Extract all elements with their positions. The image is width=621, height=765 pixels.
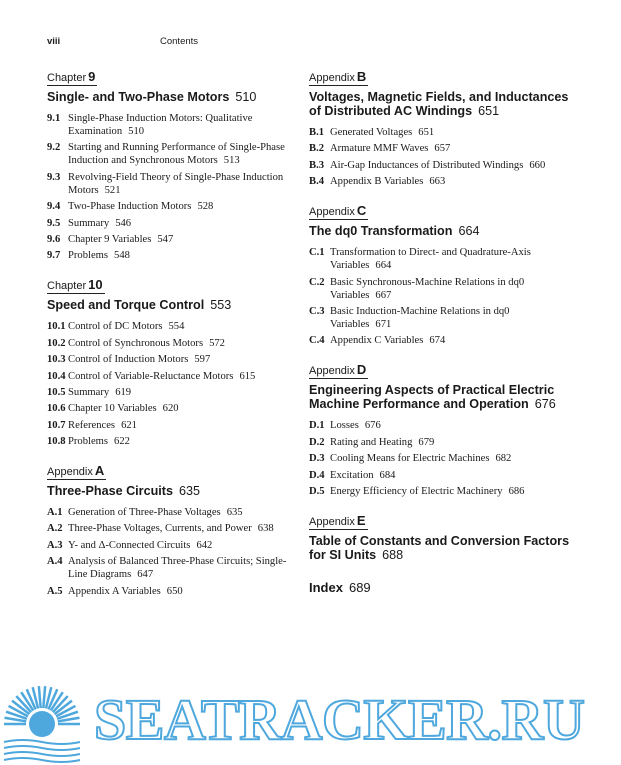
section-page: 513 <box>223 155 240 167</box>
section-page: 682 <box>495 453 512 465</box>
section-page: 676 <box>364 420 381 432</box>
section-page: 622 <box>114 436 130 448</box>
section-number: 10.3 <box>47 354 66 366</box>
section-page: 521 <box>104 184 121 196</box>
toc-chapter <box>309 68 571 188</box>
section-page: 671 <box>375 318 392 330</box>
toc-section-entry[interactable] <box>309 159 571 172</box>
toc-section-entry[interactable] <box>47 585 292 598</box>
section-number: 9.6 <box>47 233 61 245</box>
chapter-label-word: Appendix <box>309 206 355 219</box>
toc-section-entry[interactable] <box>47 555 292 581</box>
chapter-label <box>47 464 106 480</box>
chapter-title[interactable] <box>309 383 571 411</box>
toc-section-entry[interactable] <box>309 246 571 272</box>
toc-chapter <box>309 512 571 562</box>
toc-section-entry[interactable] <box>309 334 571 347</box>
chapter-label-word: Appendix <box>47 466 93 479</box>
section-page: 548 <box>114 250 130 262</box>
section-page: 619 <box>115 386 132 398</box>
section-number: 9.3 <box>47 171 61 183</box>
section-page: 597 <box>194 354 211 366</box>
section-page: 642 <box>196 539 213 551</box>
chapter-label <box>47 278 105 294</box>
chapter-page: 651 <box>478 104 500 118</box>
toc-chapter <box>47 276 292 448</box>
section-page: 572 <box>209 337 225 349</box>
section-title: Two-Phase Induction Motors <box>68 201 192 213</box>
toc-section-entry[interactable] <box>309 175 571 188</box>
section-title: Excitation <box>330 469 374 481</box>
section-title: Chapter 9 Variables <box>68 233 152 245</box>
section-page: 686 <box>508 485 525 497</box>
section-number: A.4 <box>47 556 63 568</box>
toc-section-entry[interactable] <box>309 485 571 498</box>
section-number: C.2 <box>309 276 325 288</box>
chapter-number: D <box>356 362 367 378</box>
section-number: A.2 <box>47 523 63 535</box>
chapter-title-text: The dq0 Transformation <box>309 224 453 239</box>
toc-section-entry[interactable] <box>47 402 292 415</box>
section-title: Problems <box>68 250 109 262</box>
sun-icon <box>4 686 80 762</box>
section-number: A.1 <box>47 507 63 519</box>
toc-section-entry[interactable] <box>47 506 292 519</box>
section-title: Armature MMF Waves <box>330 143 429 155</box>
toc-section-entry[interactable] <box>47 249 292 262</box>
section-title: Revolving-Field Theory of Single-Phase Induction Motors <box>68 171 284 196</box>
chapter-label-word: Appendix <box>309 72 355 84</box>
toc-chapter <box>47 462 292 598</box>
toc-section-entry[interactable] <box>47 435 292 448</box>
toc-section-entry[interactable] <box>47 353 292 366</box>
chapter-title-text: Voltages, Magnetic Fields, and Inductances of Distributed AC Windings <box>309 90 569 118</box>
section-page: 657 <box>434 143 451 155</box>
section-number: B.1 <box>309 127 325 138</box>
section-number: 10.1 <box>47 321 66 333</box>
section-title: Rating and Heating <box>330 436 413 448</box>
section-page: 650 <box>166 585 183 597</box>
toc-section-entry[interactable] <box>47 370 292 383</box>
section-title: Y- and Δ-Connected Circuits <box>68 539 191 551</box>
chapter-label <box>47 70 97 86</box>
section-title: Three-Phase Voltages, Currents, and Power <box>68 523 252 535</box>
chapter-label <box>309 204 368 220</box>
chapter-title-text: Table of Constants and Conversion Factors for SI Units <box>309 533 570 562</box>
section-page: 546 <box>115 217 132 229</box>
chapter-number: 9 <box>88 69 96 84</box>
section-number: 10.2 <box>47 337 66 349</box>
chapter-page: 510 <box>235 90 257 104</box>
toc-section-entry[interactable] <box>47 141 292 167</box>
chapter-title[interactable] <box>47 90 292 104</box>
section-title: Generated Voltages <box>330 127 413 138</box>
toc-section-entry[interactable] <box>309 126 571 139</box>
toc-section-entry[interactable] <box>47 200 292 213</box>
section-number: B.2 <box>309 143 325 155</box>
section-page: 528 <box>197 201 214 213</box>
toc-section-entry[interactable] <box>47 539 292 552</box>
section-page: 674 <box>429 335 446 347</box>
section-title: Transformation to Direct- and Quadrature-Axis Variables <box>330 247 531 272</box>
toc-chapter <box>309 202 571 347</box>
section-page: 663 <box>429 176 446 188</box>
section-number: C.1 <box>309 247 325 259</box>
toc-section-entry[interactable] <box>47 171 292 197</box>
section-page: 620 <box>162 403 179 415</box>
section-title: Generation of Three-Phase Voltages <box>68 507 221 519</box>
section-number: A.3 <box>47 539 63 551</box>
chapter-label-word: Appendix <box>309 365 355 378</box>
chapter-number: A <box>94 463 105 479</box>
section-title: Analysis of Balanced Three-Phase Circuits; Single-Line Diagrams <box>68 556 287 581</box>
chapter-label-word: Appendix <box>309 515 355 528</box>
section-number: 10.6 <box>47 403 66 415</box>
section-title: Summary <box>68 217 110 229</box>
index-page: 689 <box>348 579 371 595</box>
section-page: 660 <box>529 159 546 171</box>
chapter-title[interactable] <box>309 534 571 562</box>
section-number: 9.7 <box>47 250 61 262</box>
section-page: 615 <box>239 370 256 382</box>
section-page: 638 <box>257 523 274 535</box>
index-title: Index <box>309 579 343 595</box>
section-title: Problems <box>68 436 109 448</box>
section-title: Basic Induction-Machine Relations in dq0 Variables <box>330 305 510 330</box>
section-title: Summary <box>68 386 110 398</box>
section-number: B.4 <box>309 176 325 188</box>
section-page: 651 <box>418 127 435 138</box>
section-title: Basic Synchronous-Machine Relations in dq0 Variables <box>330 276 525 301</box>
section-number: D.1 <box>309 420 325 432</box>
section-title: Cooling Means for Electric Machines <box>330 453 490 465</box>
toc-left-column <box>47 68 292 612</box>
chapter-number: 10 <box>88 277 103 293</box>
chapter-page: 635 <box>178 484 200 499</box>
chapter-label <box>309 363 368 379</box>
section-number: 9.4 <box>47 201 61 213</box>
section-title: Appendix B Variables <box>330 176 424 188</box>
toc-section-entry[interactable] <box>309 469 571 482</box>
section-number: B.3 <box>309 159 325 171</box>
section-number: 10.7 <box>47 419 66 431</box>
chapter-label-word: Chapter <box>47 72 87 84</box>
chapter-title[interactable] <box>47 484 292 498</box>
chapter-title-text: Three-Phase Circuits <box>47 484 173 499</box>
chapter-title[interactable] <box>309 90 571 118</box>
section-number: D.2 <box>309 436 325 448</box>
chapter-title-text: Single- and Two-Phase Motors <box>47 90 230 104</box>
toc-section-entry[interactable] <box>309 276 571 302</box>
toc-section-entry[interactable] <box>309 436 571 449</box>
toc-section-entry[interactable] <box>47 112 292 138</box>
section-title: References <box>68 419 116 431</box>
toc-section-entry[interactable] <box>309 305 571 331</box>
toc-chapter <box>47 68 292 262</box>
section-page: 664 <box>375 260 392 272</box>
section-title: Losses <box>330 420 359 432</box>
section-number: D.3 <box>309 453 325 465</box>
section-number: D.4 <box>309 469 325 481</box>
chapter-title-text: Speed and Torque Control <box>47 298 205 313</box>
section-page: 647 <box>137 569 154 581</box>
section-title: Appendix A Variables <box>68 585 161 597</box>
section-number: 10.5 <box>47 386 66 398</box>
section-page: 621 <box>121 419 137 431</box>
toc-section-entry[interactable] <box>47 419 292 432</box>
section-page: 635 <box>226 507 243 519</box>
chapter-label-word: Chapter <box>47 280 87 293</box>
section-number: 10.4 <box>47 370 66 382</box>
section-title: Air-Gap Inductances of Distributed Windings <box>330 159 524 171</box>
section-page: 667 <box>375 289 392 301</box>
section-number: 10.8 <box>47 436 66 448</box>
chapter-label <box>309 514 368 530</box>
running-title: Contents <box>160 36 199 47</box>
watermark-text: SEATRACKER.RU <box>94 687 585 752</box>
chapter-title[interactable] <box>309 224 571 238</box>
toc-section-entry[interactable] <box>309 452 571 465</box>
section-number: 9.5 <box>47 217 61 229</box>
chapter-label <box>309 70 368 86</box>
section-number: C.4 <box>309 335 325 347</box>
chapter-page: 664 <box>458 224 480 239</box>
toc-section-entry[interactable] <box>47 337 292 350</box>
chapter-title-text: Engineering Aspects of Practical Electric Machine Performance and Operation <box>309 383 555 412</box>
section-page: 684 <box>379 469 396 481</box>
index-entry[interactable] <box>309 580 571 595</box>
chapter-number: C <box>356 203 367 219</box>
chapter-page: 676 <box>534 397 556 412</box>
section-number: 9.2 <box>47 142 61 154</box>
section-number: D.5 <box>309 485 325 497</box>
section-title: Control of Induction Motors <box>68 354 189 366</box>
toc-section-entry[interactable] <box>47 320 292 333</box>
section-page: 554 <box>168 321 185 333</box>
chapter-number: B <box>356 69 367 84</box>
section-number: 9.1 <box>47 113 61 124</box>
section-title: Control of DC Motors <box>68 321 163 333</box>
toc-section-entry[interactable] <box>47 217 292 230</box>
section-title: Single-Phase Induction Motors: Qualitative Examination <box>68 113 253 137</box>
toc-chapter <box>309 361 571 498</box>
section-page: 547 <box>157 233 174 245</box>
page-number: viii <box>47 36 61 47</box>
toc-section-entry[interactable] <box>47 386 292 399</box>
section-title: Starting and Running Performance of Single-Phase Induction and Synchronous Motors <box>68 142 285 167</box>
toc-section-entry[interactable] <box>309 419 571 432</box>
section-page: 679 <box>418 436 435 448</box>
section-number: A.5 <box>47 585 63 597</box>
section-title: Appendix C Variables <box>330 335 424 347</box>
chapter-number: E <box>356 512 366 528</box>
section-title: Chapter 10 Variables <box>68 403 157 415</box>
section-title: Energy Efficiency of Electric Machinery <box>330 485 503 497</box>
section-title: Control of Variable-Reluctance Motors <box>68 370 234 382</box>
section-title: Control of Synchronous Motors <box>68 337 204 349</box>
toc-right-column <box>309 68 571 595</box>
section-page: 510 <box>128 126 145 137</box>
toc-section-entry[interactable] <box>47 522 292 535</box>
toc-section-entry[interactable] <box>47 233 292 246</box>
section-number: C.3 <box>309 305 325 317</box>
chapter-page: 553 <box>210 298 232 313</box>
toc-section-entry[interactable] <box>309 142 571 155</box>
chapter-title[interactable] <box>47 298 292 312</box>
chapter-page: 688 <box>382 547 404 562</box>
